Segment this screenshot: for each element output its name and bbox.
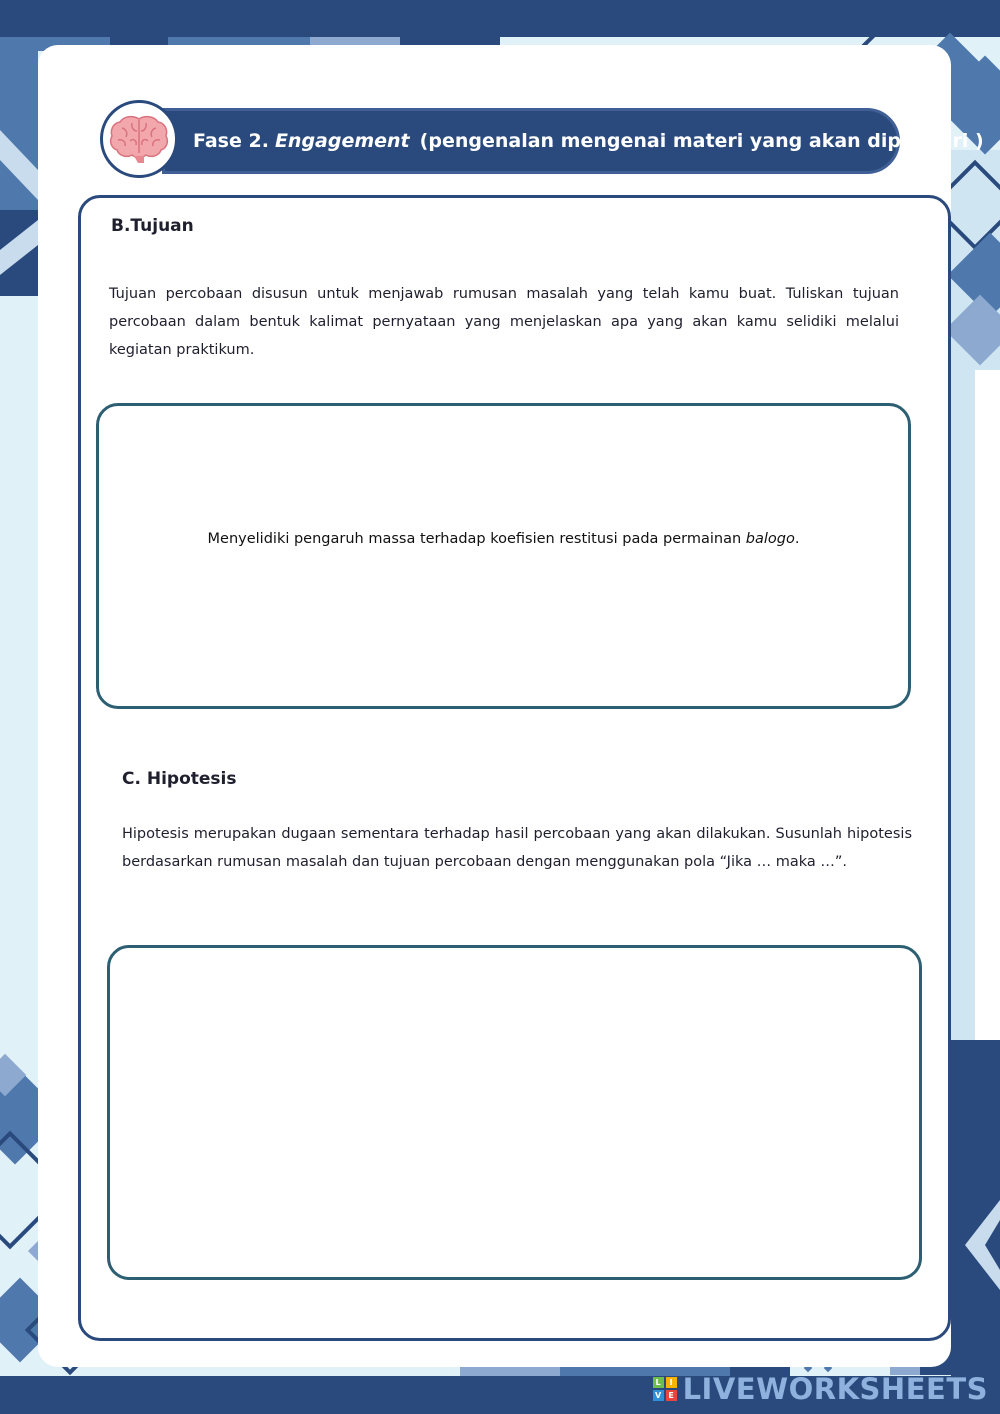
logo-letter-e: E [666, 1390, 677, 1401]
watermark-text: LIVEWORKSHEETS [682, 1372, 988, 1406]
hipotesis-answer-box[interactable] [107, 945, 922, 1280]
tujuan-answer-end: . [794, 531, 800, 547]
header-title-suffix: (pengenalan mengenai materi yang akan dipelajari ) [419, 130, 984, 152]
liveworksheets-logo-icon [653, 1377, 677, 1401]
tujuan-answer-italic: balogo [745, 531, 795, 547]
tujuan-answer-text [99, 531, 908, 547]
logo-letter-i: I [666, 1377, 677, 1388]
header-title-italic: Engagement [274, 130, 410, 152]
logo-letter-v: V [653, 1390, 664, 1401]
section-b-title: B.Tujuan [111, 216, 194, 236]
section-c-title: C. Hipotesis [122, 769, 237, 789]
liveworksheets-watermark [653, 1372, 988, 1406]
header-title-prefix: Fase 2. [193, 130, 269, 152]
phase-header [162, 108, 984, 174]
brain-icon [108, 113, 170, 165]
brain-icon-badge [100, 100, 178, 178]
section-c-instruction: Hipotesis merupakan dugaan sementara terhadap hasil percobaan yang akan dilakukan. Susunlah hipotesis berdasarkan rumusan masalah dan tujuan percobaan dengan menggunakan pola “Jika … maka …”. [122, 826, 912, 870]
logo-letter-l: L [653, 1377, 664, 1388]
section-b-instruction: Tujuan percobaan disusun untuk menjawab rumusan masalah yang telah kamu buat. Tuliskan tujuan percobaan dalam bentuk kalimat pernyataan yang menjelaskan apa yang akan kamu selidiki melalui kegiatan praktikum. [109, 286, 899, 358]
tujuan-answer-box[interactable] [96, 403, 911, 709]
tujuan-answer-main: Menyelidiki pengaruh massa terhadap koefisien restitusi pada permainan [207, 531, 742, 547]
